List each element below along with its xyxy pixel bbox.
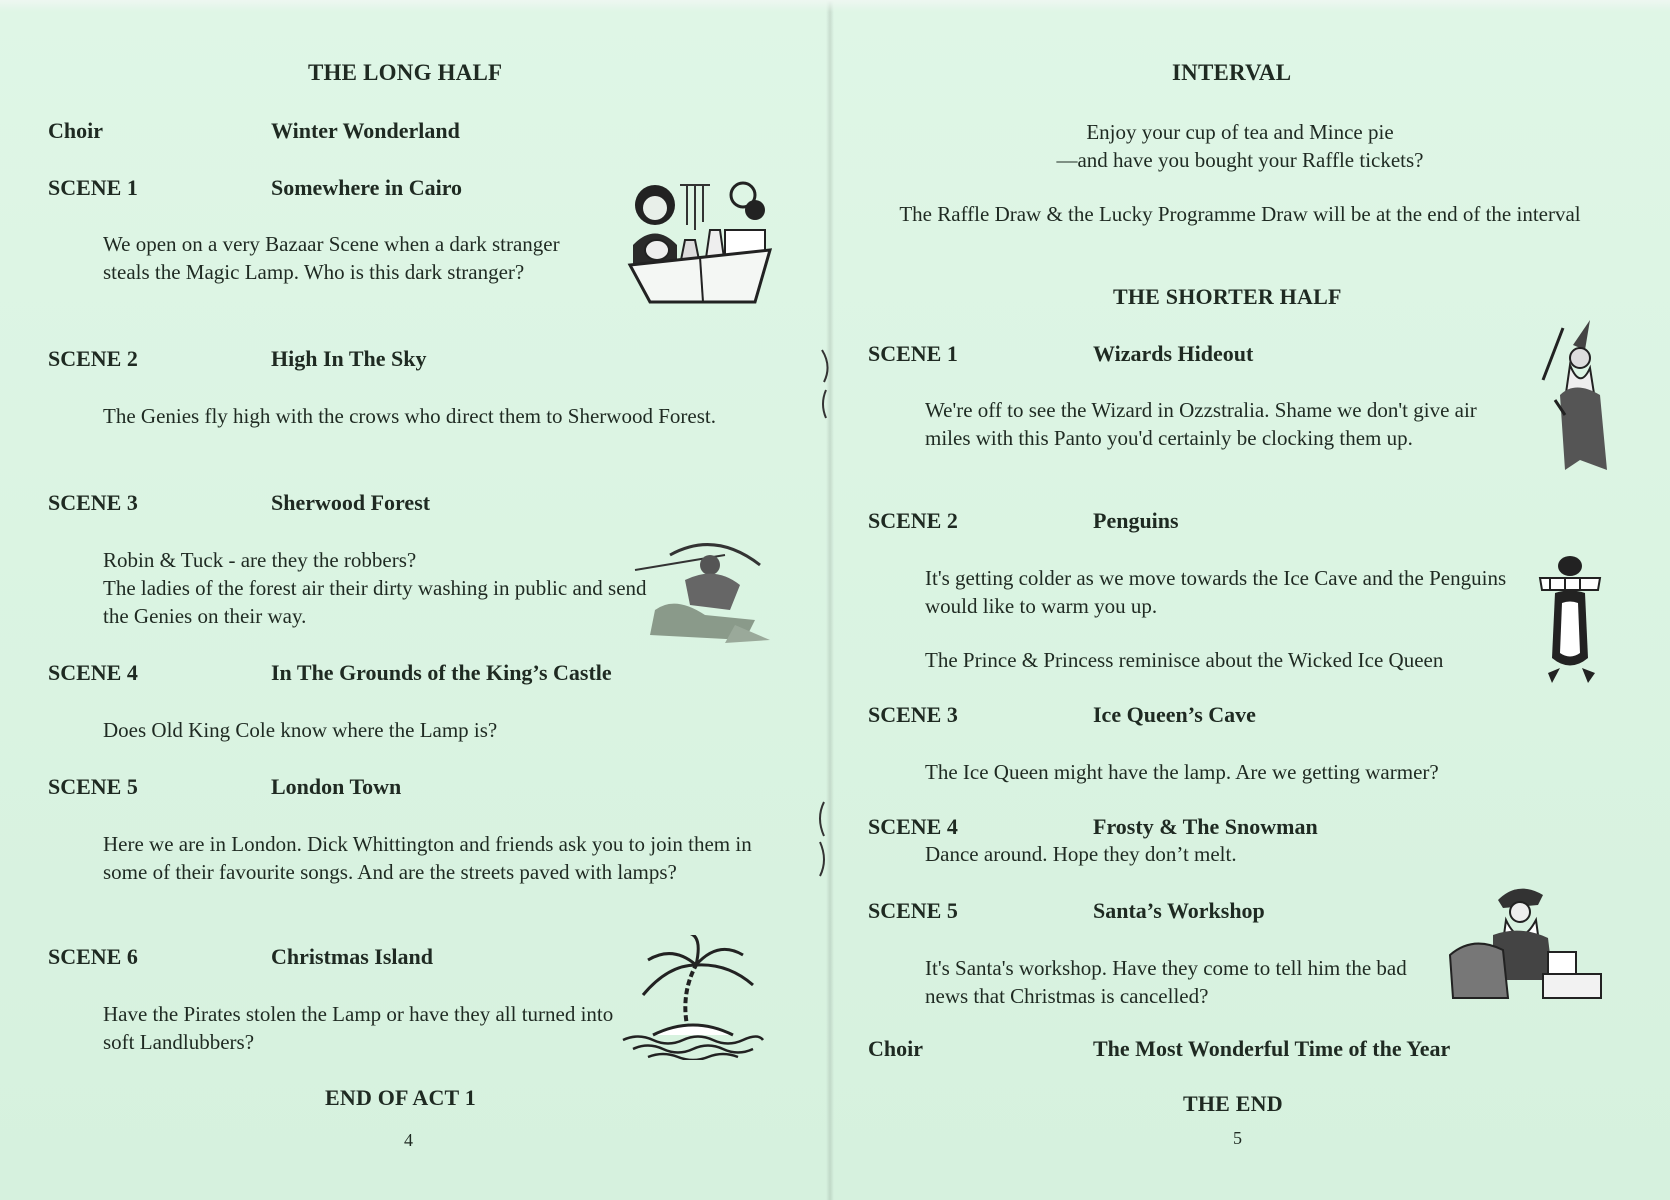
scene-5-label: SCENE 5	[48, 774, 138, 799]
shorter-half-heading: THE SHORTER HALF	[1113, 284, 1342, 309]
r-scene-4-title: Frosty & The Snowman	[1093, 814, 1318, 839]
scene-1-label: SCENE 1	[48, 175, 138, 200]
r-scene-4-description: Dance around. Hope they don’t melt.	[925, 842, 1237, 866]
binding-mark-top	[818, 348, 834, 420]
scene-5-title: London Town	[271, 774, 402, 799]
scene-3-title: Sherwood Forest	[271, 490, 431, 515]
center-fold	[826, 0, 834, 1200]
r-scene-5-label: SCENE 5	[868, 898, 958, 923]
end-of-act-heading: END OF ACT 1	[325, 1085, 476, 1110]
r-scene-3-description: The Ice Queen might have the lamp. Are we getting warmer?	[925, 760, 1439, 784]
r-scene-5-description: It's Santa's workshop. Have they come to tell him the bad news that Christmas is cancelled?	[925, 956, 1407, 1008]
r-scene-4-label: SCENE 4	[868, 814, 958, 839]
scene-4-label: SCENE 4	[48, 660, 138, 685]
bazaar-clipart-icon	[625, 170, 775, 305]
interval-heading: INTERVAL	[1172, 60, 1292, 85]
r-scene-2-description-2: The Prince & Princess reminisce about the Wicked Ice Queen	[925, 648, 1444, 672]
island-palm-clipart-icon	[618, 935, 768, 1060]
scene-2-label: SCENE 2	[48, 346, 138, 371]
r-scene-2-title: Penguins	[1093, 508, 1179, 533]
raffle-notice: The Raffle Draw & the Lucky Programme Draw will be at the end of the interval	[899, 202, 1581, 226]
page-number-left: 4	[404, 1130, 413, 1150]
choir-song-title: Winter Wonderland	[271, 118, 460, 143]
r-scene-3-label: SCENE 3	[868, 702, 958, 727]
scene-5-description: Here we are in London. Dick Whittington and friends ask you to join them in some of their favourite songs. And are the streets paved with lamps?	[103, 832, 752, 884]
scene-1-title: Somewhere in Cairo	[271, 175, 463, 200]
scene-2-description: The Genies fly high with the crows who direct them to Sherwood Forest.	[103, 404, 716, 428]
scene-3-description-line-2: The ladies of the forest air their dirty washing in public and send the Genies on their way.	[103, 576, 647, 628]
r-scene-1-label: SCENE 1	[868, 341, 958, 366]
robin-archer-clipart-icon	[615, 535, 775, 645]
binding-mark-bottom	[814, 800, 830, 878]
the-end-heading: THE END	[1183, 1091, 1283, 1116]
scene-6-title: Christmas Island	[271, 944, 433, 969]
r-scene-1-title: Wizards Hideout	[1093, 341, 1254, 366]
long-half-heading: THE LONG HALF	[308, 60, 503, 85]
scene-4-title: In The Grounds of the King’s Castle	[271, 660, 612, 685]
r-scene-5-title: Santa’s Workshop	[1093, 898, 1265, 923]
wizard-clipart-icon	[1535, 320, 1610, 472]
scene-3-description-line-1: Robin & Tuck - are they the robbers?	[103, 548, 417, 572]
scene-1-description: We open on a very Bazaar Scene when a dark stranger steals the Magic Lamp. Who is this dark stranger?	[103, 232, 560, 284]
santa-workshop-clipart-icon	[1448, 880, 1603, 1000]
penguin-clipart-icon	[1530, 548, 1610, 693]
scene-2-title: High In The Sky	[271, 346, 427, 371]
r-scene-2-description: It's getting colder as we move towards the Ice Cave and the Penguins would like to warm you up.	[925, 566, 1507, 618]
r-scene-1-description: We're off to see the Wizard in Ozzstralia. Shame we don't give air miles with this Panto you'd certainly be clocking them up.	[925, 398, 1477, 450]
r-scene-2-label: SCENE 2	[868, 508, 958, 533]
interval-line-2: —and have you bought your Raffle tickets?	[1056, 148, 1424, 172]
scene-6-label: SCENE 6	[48, 944, 138, 969]
top-edge	[0, 0, 1670, 12]
scene-6-description: Have the Pirates stolen the Lamp or have they all turned into soft Landlubbers?	[103, 1002, 614, 1054]
page-number-right: 5	[1233, 1128, 1242, 1148]
interval-line-1: Enjoy your cup of tea and Mince pie	[1086, 120, 1394, 144]
scene-4-description: Does Old King Cole know where the Lamp is?	[103, 718, 498, 742]
r-choir-label: Choir	[868, 1036, 923, 1061]
r-choir-song-title: The Most Wonderful Time of the Year	[1093, 1036, 1451, 1061]
r-scene-3-title: Ice Queen’s Cave	[1093, 702, 1256, 727]
scene-3-label: SCENE 3	[48, 490, 138, 515]
choir-label: Choir	[48, 118, 103, 143]
